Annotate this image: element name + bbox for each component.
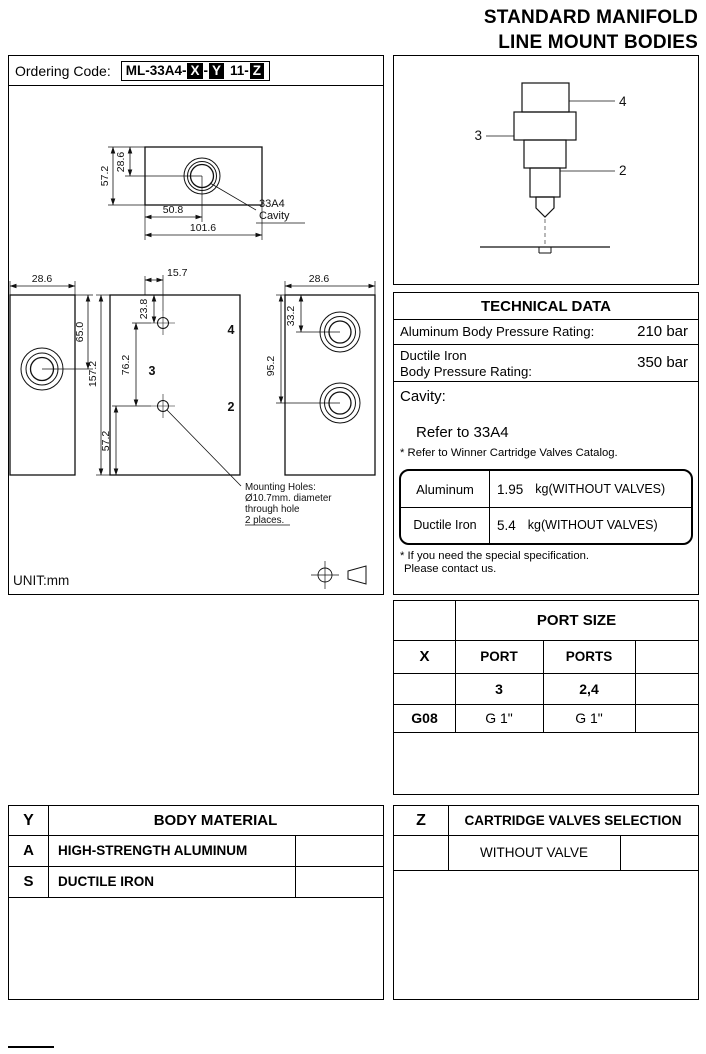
ordering-seg-z: Z [250, 63, 264, 79]
weight-material-aluminum: Aluminum [416, 481, 474, 497]
unit-label: UNIT:mm [13, 573, 70, 588]
left-side-view-drawing [10, 281, 93, 475]
divider [394, 381, 698, 382]
dim-label: 28.6 [31, 273, 53, 285]
weight-number: 5.4 [497, 517, 516, 533]
ports-column-header: PORTS [565, 649, 613, 664]
ordering-seg: 11- [230, 62, 249, 78]
dim-label: 33.2 [285, 305, 297, 327]
dim-label: 57.2 [99, 165, 111, 187]
catalog-note: * Refer to Winner Cartridge Valves Catalog. [400, 447, 618, 459]
port-size-value: G 1" [485, 710, 513, 726]
dim-label: 65.0 [74, 321, 86, 343]
dim-label: 76.2 [120, 354, 132, 376]
divider [489, 471, 490, 543]
ordering-seg-x: X [187, 63, 202, 79]
cavity-value: Refer to 33A4 [416, 423, 509, 441]
weight-material-iron: Ductile Iron [413, 518, 477, 532]
port-number-3: 3 [148, 364, 156, 378]
port-number-4: 4 [227, 323, 235, 337]
special-note-line2: Please contact us. [404, 563, 497, 575]
port-code-g08: G08 [411, 710, 438, 726]
weight-number: 1.95 [497, 481, 524, 497]
divider [394, 870, 698, 871]
ordering-seg-y: Y [209, 63, 224, 79]
body-material-key-y: Y [23, 811, 34, 829]
mounting-note: 2 places. [245, 515, 285, 526]
divider [9, 897, 383, 898]
technical-data-title: TECHNICAL DATA [481, 297, 611, 315]
cartridge-selection-title: CARTRIDGE VALVES SELECTION [464, 813, 682, 828]
dim-label: 28.6 [115, 151, 127, 173]
projection-symbol-icon [311, 561, 366, 589]
iron-pressure-label-line1: Ductile Iron [400, 348, 467, 363]
ordering-code-label: Ordering Code: [15, 62, 111, 79]
footer-mark [8, 1046, 54, 1048]
dim-label: 95.2 [265, 355, 277, 377]
body-material-table [8, 805, 384, 1000]
ordering-seg: ML-33A4- [125, 62, 187, 78]
port-number-2: 2 [227, 400, 235, 414]
cavity-callout: Cavity [259, 210, 290, 222]
dim-label: 50.8 [162, 204, 184, 216]
divider [635, 640, 636, 732]
valve-port-3-label: 3 [474, 128, 482, 143]
mounting-note: through hole [245, 504, 300, 515]
material-code-a: A [23, 842, 34, 859]
technical-data-panel [393, 292, 699, 595]
port-size-key-x: X [419, 648, 430, 665]
dim-label: 57.2 [100, 430, 112, 452]
valve-view-panel [393, 55, 699, 285]
cavity-callout: 33A4 [259, 198, 285, 210]
weight-value-iron [497, 507, 691, 543]
cartridge-option-without-valve: WITHOUT VALVE [479, 845, 588, 860]
ports-number-cell: 2,4 [579, 680, 599, 697]
manifold-drawings [9, 86, 383, 594]
weight-value-aluminum [497, 471, 691, 507]
dim-label: 15.7 [167, 267, 188, 279]
page-title-line1: STANDARD MANIFOLD [483, 7, 698, 28]
dim-label: 28.6 [308, 273, 330, 285]
ordering-code-row [9, 56, 383, 86]
material-label-aluminum: HIGH-STRENGTH ALUMINUM [58, 843, 248, 858]
drawing-panel [8, 55, 384, 595]
port-number-cell: 3 [495, 680, 503, 697]
body-material-title: BODY MATERIAL [153, 812, 278, 829]
valve-port-4-label: 4 [619, 94, 627, 109]
port-size-table [393, 600, 699, 795]
mounting-note: Mounting Holes: [245, 482, 316, 493]
iron-pressure-value: 350 bar [637, 354, 688, 371]
ports-size-value: G 1" [575, 710, 603, 726]
port-size-title: PORT SIZE [536, 612, 617, 629]
page-title-line2: LINE MOUNT BODIES [498, 31, 698, 53]
weight-unit: kg(WITHOUT VALVES) [527, 518, 658, 532]
divider [620, 835, 621, 870]
port-column-header: PORT [480, 649, 518, 664]
valve-port-2-label: 2 [619, 163, 627, 178]
cartridge-valve-drawing [394, 56, 698, 284]
material-code-s: S [23, 873, 34, 890]
divider [394, 732, 698, 733]
ordering-seg: - [203, 62, 208, 78]
weight-unit: kg(WITHOUT VALVES) [535, 482, 666, 496]
cavity-label: Cavity: [400, 387, 446, 405]
dim-label: 23.8 [138, 298, 150, 320]
iron-pressure-label-line2: Body Pressure Rating: [400, 364, 532, 379]
dim-label: 101.6 [189, 222, 217, 234]
material-label-iron: DUCTILE IRON [58, 874, 154, 889]
divider [295, 835, 296, 897]
ordering-code-value [121, 61, 270, 81]
dim-label: 157.2 [87, 360, 99, 388]
mounting-note: Ø10.7mm. diameter [245, 493, 332, 504]
cartridge-selection-table [393, 805, 699, 1000]
aluminum-pressure-label: Aluminum Body Pressure Rating: [400, 324, 595, 339]
iron-pressure-label [400, 348, 532, 380]
weight-table [399, 469, 693, 545]
cartridge-key-z: Z [416, 811, 426, 829]
page-title [484, 6, 698, 55]
special-note-line1: * If you need the special specification. [400, 550, 590, 562]
aluminum-pressure-value: 210 bar [637, 323, 688, 340]
